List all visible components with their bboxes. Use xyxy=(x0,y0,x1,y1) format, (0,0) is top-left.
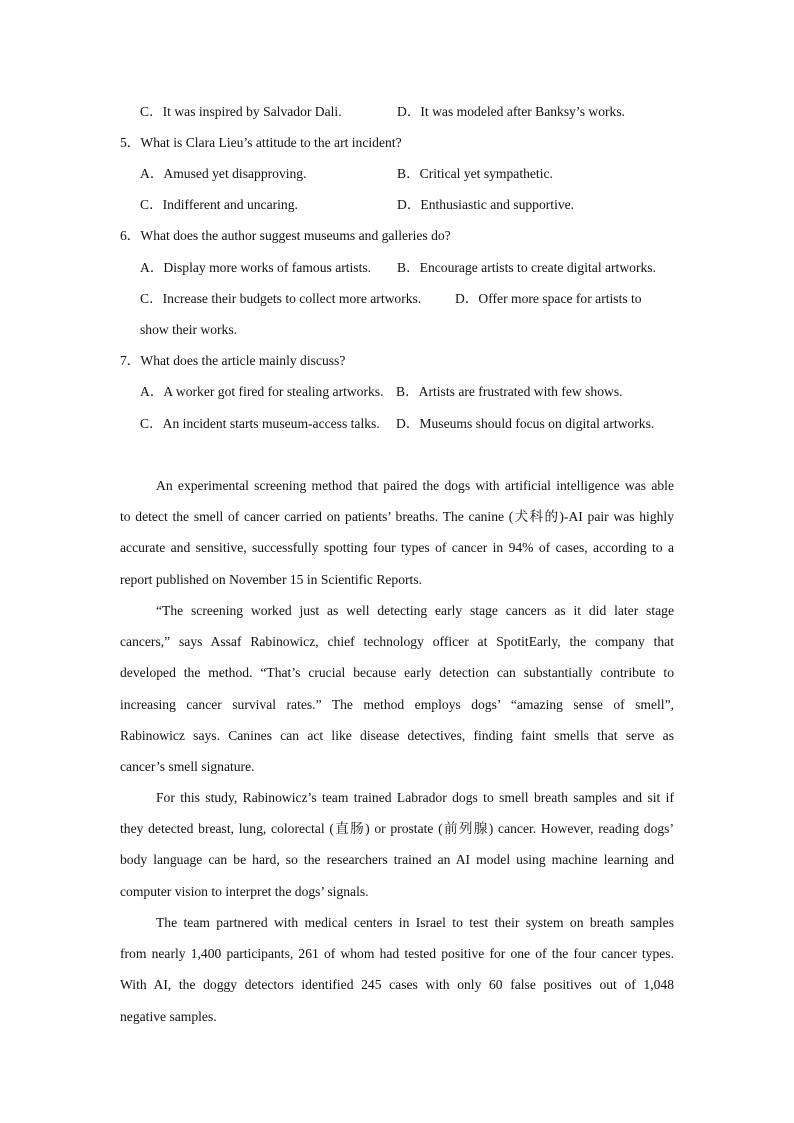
q4-option-c: C．It was inspired by Salvador Dali. xyxy=(140,104,342,119)
paragraph-line: from nearly 1,400 participants, 261 of whom had tested positive for one of the four cancer types. xyxy=(120,946,674,961)
q7-stem: 7．What does the article mainly discuss? xyxy=(120,353,346,368)
q6-option-d-continued: show their works. xyxy=(140,322,238,337)
paragraph-line: accurate and sensitive, successfully spotting four types of cancer in 94% of cases, according to a xyxy=(120,540,674,555)
q7-option-c: C．An incident starts museum-access talks. xyxy=(140,416,380,431)
q7-option-b: B．Artists are frustrated with few shows. xyxy=(396,384,623,399)
paragraph-line: cancers,” says Assaf Rabinowicz, chief technology officer at SpotitEarly, the company that xyxy=(120,634,674,649)
paragraph-line: “The screening worked just as well detecting early stage cancers as it did later stage xyxy=(156,603,674,618)
q5-option-a: A．Amused yet disapproving. xyxy=(140,166,307,181)
paragraph-line: they detected breast, lung, colorectal (直肠) or prostate (前列腺) cancer. However, reading dogs’ xyxy=(120,821,674,836)
paragraph-line: The team partnered with medical centers in Israel to test their system on breath samples xyxy=(156,915,674,930)
q5-option-c: C．Indifferent and uncaring. xyxy=(140,197,298,212)
q6-option-b: B．Encourage artists to create digital artworks. xyxy=(397,260,656,275)
q5-stem: 5．What is Clara Lieu’s attitude to the art incident? xyxy=(120,135,402,150)
q6-option-d: D．Offer more space for artists to xyxy=(455,291,642,306)
paragraph-line: negative samples. xyxy=(120,1009,217,1024)
paragraph-line: to detect the smell of cancer carried on patients’ breaths. The canine (犬科的)-AI pair was highly xyxy=(120,509,674,524)
paragraph-line: developed the method. “That’s crucial because early detection can substantially contribute to xyxy=(120,665,674,680)
paragraph-line: With AI, the doggy detectors identified 245 cases with only 60 false positives out of 1,048 xyxy=(120,977,674,992)
q4-option-d: D．It was modeled after Banksy’s works. xyxy=(397,104,626,119)
q6-stem: 6．What does the author suggest museums and galleries do? xyxy=(120,228,451,243)
paragraph-line: computer vision to interpret the dogs’ signals. xyxy=(120,884,369,899)
paragraph-line: report published on November 15 in Scientific Reports. xyxy=(120,572,423,587)
paragraph-line: Rabinowicz says. Canines can act like disease detectives, finding faint smells that serve as xyxy=(120,728,674,743)
q5-option-d: D．Enthusiastic and supportive. xyxy=(397,197,575,212)
paragraph-line: For this study, Rabinowicz’s team trained Labrador dogs to smell breath samples and sit if xyxy=(156,790,674,805)
q6-option-c: C．Increase their budgets to collect more artworks. xyxy=(140,291,422,306)
q7-option-a: A．A worker got fired for stealing artworks. xyxy=(140,384,384,399)
q5-option-b: B．Critical yet sympathetic. xyxy=(397,166,553,181)
paragraph-line: cancer’s smell signature. xyxy=(120,759,255,774)
paragraph-line: An experimental screening method that paired the dogs with artificial intelligence was able xyxy=(156,478,674,493)
q7-option-d: D．Museums should focus on digital artworks. xyxy=(396,416,655,431)
paragraph-line: increasing cancer survival rates.” The method employs dogs’ “amazing sense of smell”, xyxy=(120,697,674,712)
paragraph-line: body language can be hard, so the researchers trained an AI model using machine learning and xyxy=(120,852,674,867)
q6-option-a: A．Display more works of famous artists. xyxy=(140,260,372,275)
